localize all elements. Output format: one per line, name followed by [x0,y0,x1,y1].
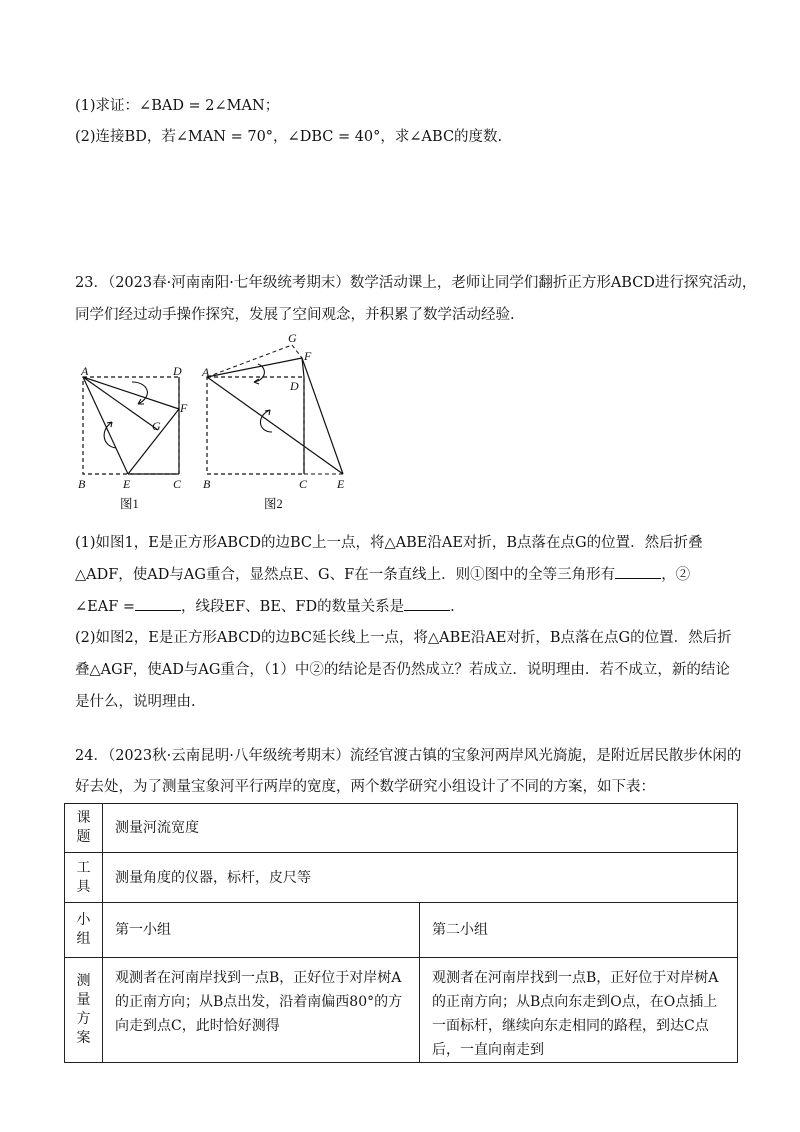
fig2-segment-ag [207,345,292,377]
row-head-group [65,903,103,958]
fig2-segment-af [207,358,302,377]
answer-blank-2[interactable] [135,596,181,611]
q23-stem-line2: 同学们经过动手操作探究，发展了空间观念，并积累了数学活动经验. [75,307,515,323]
tools-value: 测量角度的仪器，标杆，皮尺等 [103,853,738,903]
fig1-label-g: G [152,419,161,433]
fig1-square-outline [83,377,179,474]
row-head-plan [65,958,103,1063]
q22-part1: (1)求证：∠BAD = 2∠MAN； [75,98,280,114]
fig1-label-a: A [81,364,89,378]
q23-part1-line2-a: △ADF，使AD与AG重合，显然点E、G、F在一条直线上．则①图中的全等三角形有 [75,567,616,583]
table-row [65,958,738,1063]
row-head-topic-text: 课题 [76,810,91,845]
row-head-tools [65,853,103,903]
q23-part2-line2: 叠△AGF，使AD与AG重合，（1）中②的结论是否仍然成立？若成立．说明理由．若不成立，新的结论 [75,662,730,678]
fig1-label-d: D [173,364,182,378]
figure-2 [196,328,366,523]
table-row [65,804,738,853]
fig1-segment-af [83,377,179,409]
q23-part2-line1: (2)如图2，E是正方形ABCD的边BC延长线上一点，将△ABE沿AE对折，B点落在点G的位置．然后折 [75,630,732,646]
fig1-label-c: C [173,477,182,491]
answer-blank-3[interactable] [404,596,450,611]
table-row [65,853,738,903]
fig2-fold-arrow-mid [260,410,272,432]
figure-1 [70,360,200,520]
fig2-label-g: G [288,331,297,345]
row-head-group-text: 小组 [76,912,91,947]
fig2-segment-ae [207,377,343,474]
fig2-segment-fe [302,358,343,474]
fig2-label-f: F [304,349,312,363]
q23-part1-line2-b: ，② [661,567,691,583]
fig1-segment-ae [83,377,128,474]
group-2-label: 第二小组 [420,903,738,958]
fig1-label-b: B [78,477,86,491]
q24-stem-line2: 好去处，为了测量宝象河平行两岸的宽度，两个数学研究小组设计了不同的方案，如下表： [75,779,655,795]
fig2-segment-gf [292,345,302,358]
q23-stem-line1: 23．（2023春·河南南阳·七年级统考期末）数学活动课上，老师让同学们翻折正方形ABCD进行探究活动， [75,275,757,291]
row-head-plan-text: 测量方案 [76,973,91,1046]
q23-part1-line1: (1)如图1，E是正方形ABCD的边BC上一点，将△ABE沿AE对折，B点落在点G的位置．然后折叠 [75,535,703,551]
fig1-caption: 图1 [120,497,139,511]
fig1-label-f: F [180,401,188,415]
fig2-caption: 图2 [264,497,283,511]
fig2-label-a: A [202,365,210,379]
q23-part2-line3: 是什么，说明理由. [75,694,196,710]
group-1-label: 第一小组 [103,903,420,958]
q23-part1-line3-a: ∠EAF = [75,599,136,615]
q22-part2: (2)连接BD，若∠MAN = 70°，∠DBC = 40°，求∠ABC的度数. [75,129,503,145]
fig2-label-d: D [290,379,299,393]
row-head-topic [65,804,103,853]
fig2-label-c: C [299,477,308,491]
topic-value: 测量河流宽度 [103,804,738,853]
fig2-label-b: B [203,477,211,491]
plan-group-1: 观测者在河南岸找到一点B，正好位于对岸树A的正南方向；从B点出发，沿着南偏西80°的方向走到点C，此时恰好测得 [103,958,420,1063]
q23-part1-line3-b: ，线段EF、BE、FD的数量关系是 [181,599,405,615]
fig1-label-e: E [123,477,131,491]
q23-part1-line3-c: . [450,599,455,615]
fig2-label-e: E [337,477,345,491]
measurement-scheme-table [64,803,738,1063]
plan-group-2: 观测者在河南岸找到一点B，正好位于对岸树A的正南方向；从B点向东走到O点，在O点插上一面标杆，继续向东走相同的路程，到达C点后，一直向南走到 [420,958,738,1063]
fig1-fold-arrow-top-head [138,399,144,404]
q24-stem-line1: 24．（2023秋·云南昆明·八年级统考期末）流经官渡古镇的宝象河两岸风光旖旎，是附近居民散步休闲的 [75,748,742,764]
row-head-tools-text: 工具 [76,859,91,895]
fig1-segment-ag [83,377,158,430]
answer-blank-1[interactable] [615,564,661,579]
table-row [65,903,738,958]
q23-part1-line2 [75,564,690,585]
q23-part1-line3 [75,596,455,617]
